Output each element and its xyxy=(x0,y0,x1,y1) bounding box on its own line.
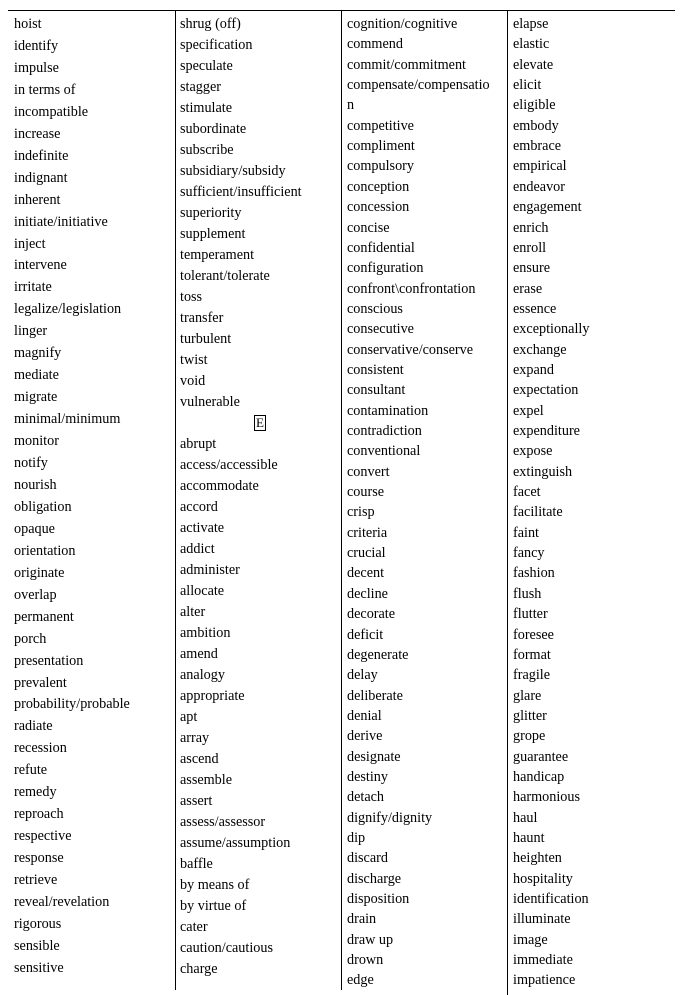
word-entry: impulse xyxy=(14,59,59,76)
word-entry: alter xyxy=(180,604,206,620)
word-entry: deficit xyxy=(347,626,384,643)
word-entry: consistent xyxy=(347,361,404,378)
word-entry: image xyxy=(513,931,548,948)
word-entry: sensitive xyxy=(14,959,64,976)
word-entry: concession xyxy=(347,199,410,216)
word-entry: remedy xyxy=(14,784,57,801)
word-entry: draw up xyxy=(347,931,394,948)
word-entry: conservative/conserve xyxy=(347,341,474,358)
word-entry: initiate/initiative xyxy=(14,213,108,230)
word-entry: exchange xyxy=(513,341,567,358)
word-entry: charge xyxy=(180,961,218,977)
word-entry: migrate xyxy=(14,389,58,406)
word-entry: drain xyxy=(347,911,377,928)
word-entry: assess/assessor xyxy=(180,814,266,830)
word-entry: discard xyxy=(347,850,388,867)
word-entry: magnify xyxy=(14,345,62,362)
word-entry: consultant xyxy=(347,382,406,399)
word-entry: impatience xyxy=(513,972,576,989)
word-entry: elevate xyxy=(513,56,554,73)
word-entry: superiority xyxy=(180,205,242,221)
word-entry: nourish xyxy=(14,476,57,493)
word-entry: glitter xyxy=(513,707,547,724)
word-entry: turbulent xyxy=(180,331,232,347)
word-entry: assemble xyxy=(180,772,233,788)
word-entry: commend xyxy=(347,36,403,53)
word-entry: conventional xyxy=(347,443,421,460)
word-entry: decline xyxy=(347,585,388,602)
word-entry: flutter xyxy=(513,606,548,623)
word-entry: access/accessible xyxy=(180,457,278,473)
word-entry: subsidiary/subsidy xyxy=(180,163,286,179)
word-entry: conception xyxy=(347,178,410,195)
word-entry: respective xyxy=(14,828,72,845)
word-entry: temperament xyxy=(180,247,255,263)
word-entry: toss xyxy=(180,289,203,305)
word-entry: allocate xyxy=(180,583,225,599)
word-entry: flush xyxy=(513,585,542,602)
word-entry: erase xyxy=(513,280,543,297)
word-entry: eligible xyxy=(513,97,556,114)
word-entry: conscious xyxy=(347,300,403,317)
word-entry: inherent xyxy=(14,191,61,208)
word-entry: fragile xyxy=(513,667,551,684)
word-entry: destiny xyxy=(347,768,388,785)
word-entry: probability/probable xyxy=(14,696,130,713)
word-entry: appropriate xyxy=(180,688,245,704)
word-entry: presentation xyxy=(14,652,84,669)
word-entry: concise xyxy=(347,219,390,236)
word-entry: indefinite xyxy=(14,147,69,164)
word-entry: consecutive xyxy=(347,321,414,338)
word-entry: expand xyxy=(513,361,554,378)
word-entry: engagement xyxy=(513,199,582,216)
word-entry: expenditure xyxy=(513,423,580,439)
word-entry: hospitality xyxy=(513,870,573,887)
word-entry: baffle xyxy=(180,856,213,872)
word-entry: speculate xyxy=(180,58,233,74)
word-entry: array xyxy=(180,730,210,746)
word-entry: assume/assumption xyxy=(180,835,291,851)
word-entry: activate xyxy=(180,520,225,536)
word-entry: reveal/revelation xyxy=(14,894,110,910)
word-entry: endeavor xyxy=(513,178,565,195)
word-entry: criteria xyxy=(347,524,388,541)
word-entry: transfer xyxy=(180,310,224,326)
word-entry: delay xyxy=(347,667,378,684)
word-entry: assert xyxy=(180,793,213,809)
word-entry: irritate xyxy=(14,279,52,296)
word-entry: opaque xyxy=(14,520,55,537)
word-entry: originate xyxy=(14,564,65,581)
word-entry: mediate xyxy=(14,367,59,384)
word-entry: enroll xyxy=(513,239,547,256)
word-entry: radiate xyxy=(14,718,53,735)
word-entry: twist xyxy=(180,352,208,368)
word-entry: elicit xyxy=(513,77,542,94)
word-entry: ensure xyxy=(513,260,551,277)
word-entry: crisp xyxy=(347,504,375,521)
word-entry: obligation xyxy=(14,498,72,515)
word-entry: embrace xyxy=(513,138,562,155)
word-entry: n xyxy=(347,97,355,114)
word-entry: hoist xyxy=(14,16,42,32)
word-entry: course xyxy=(347,484,385,501)
word-entry: decent xyxy=(347,565,385,582)
word-entry: porch xyxy=(14,630,47,647)
word-entry: derive xyxy=(347,728,383,745)
word-entry: fancy xyxy=(513,545,545,562)
word-entry: administer xyxy=(180,562,240,578)
word-entry: amend xyxy=(180,646,218,662)
word-entry: intervene xyxy=(14,257,67,274)
word-entry: haul xyxy=(513,809,538,826)
word-entry: essence xyxy=(513,300,557,317)
word-entry: compulsory xyxy=(347,158,414,175)
word-entry: fashion xyxy=(513,565,555,582)
word-entry: subordinate xyxy=(180,121,247,137)
word-entry: addict xyxy=(180,541,215,557)
word-entry: guarantee xyxy=(513,748,569,765)
word-entry: exceptionally xyxy=(513,321,590,338)
section-letter: E xyxy=(256,415,264,430)
word-entry: void xyxy=(180,373,206,389)
word-entry: caution/cautious xyxy=(180,940,273,956)
word-entry: illuminate xyxy=(513,911,571,928)
word-entry: linger xyxy=(14,323,48,340)
word-entry: grope xyxy=(513,728,546,745)
word-entry: extinguish xyxy=(513,463,573,480)
word-entry: legalize/legislation xyxy=(14,301,122,318)
word-entry: embody xyxy=(513,117,559,134)
column-divider-1 xyxy=(175,11,176,990)
word-entry: denial xyxy=(347,707,382,724)
word-entry: compensate/compensatio xyxy=(347,77,490,94)
word-entry: edge xyxy=(347,972,374,989)
word-entry: foresee xyxy=(513,626,554,643)
word-entry: harmonious xyxy=(513,789,580,806)
word-entry: crucial xyxy=(347,545,386,562)
word-entry: expose xyxy=(513,443,553,460)
word-entry: stimulate xyxy=(180,100,233,116)
word-entry: inject xyxy=(14,235,46,252)
word-entry: response xyxy=(14,850,64,867)
word-entry: accord xyxy=(180,499,218,515)
word-entry: facet xyxy=(513,484,541,501)
word-entry: ascend xyxy=(180,751,219,767)
word-entry: overlap xyxy=(14,586,57,603)
word-entry: detach xyxy=(347,789,385,806)
word-entry: expectation xyxy=(513,382,579,399)
word-entry: monitor xyxy=(14,433,59,450)
word-entry: in terms of xyxy=(14,81,76,98)
word-entry: degenerate xyxy=(347,646,409,663)
word-entry: configuration xyxy=(347,260,424,277)
word-entry: immediate xyxy=(513,952,573,969)
word-entry: format xyxy=(513,646,551,663)
word-entry: permanent xyxy=(14,608,74,625)
word-entry: heighten xyxy=(513,850,562,867)
word-entry: refute xyxy=(14,762,48,779)
word-entry: designate xyxy=(347,748,401,765)
word-entry: compliment xyxy=(347,138,415,155)
word-entry: empirical xyxy=(513,158,567,175)
word-entry: dip xyxy=(347,830,366,846)
word-entry: deliberate xyxy=(347,687,403,704)
word-entry: ambition xyxy=(180,625,231,641)
word-entry: abrupt xyxy=(180,436,217,452)
word-entry: increase xyxy=(14,125,61,142)
word-entry: haunt xyxy=(513,830,545,846)
word-entry: elastic xyxy=(513,36,550,53)
word-entry: vulnerable xyxy=(180,394,240,410)
word-entry: recession xyxy=(14,740,67,757)
word-entry: reproach xyxy=(14,806,64,823)
word-entry: stagger xyxy=(180,79,221,95)
word-entry: convert xyxy=(347,463,390,480)
word-entry: decorate xyxy=(347,606,396,623)
column-divider-2 xyxy=(341,11,342,990)
word-entry: confidential xyxy=(347,239,415,256)
word-entry: indignant xyxy=(14,169,68,186)
word-entry: disposition xyxy=(347,891,410,908)
word-entry: dignify/dignity xyxy=(347,809,433,826)
word-entry: shrug (off) xyxy=(180,16,241,32)
word-entry: retrieve xyxy=(14,872,58,889)
word-entry: faint xyxy=(513,524,539,541)
word-entry: sufficient/insufficient xyxy=(180,184,302,200)
word-entry: competitive xyxy=(347,117,414,134)
word-entry: rigorous xyxy=(14,915,62,932)
word-entry: accommodate xyxy=(180,478,259,494)
word-entry: facilitate xyxy=(513,504,563,521)
word-entry: contradiction xyxy=(347,423,422,439)
word-entry: apt xyxy=(180,709,198,725)
word-entry: sensible xyxy=(14,937,60,954)
word-entry: by virtue of xyxy=(180,898,247,914)
word-entry: specification xyxy=(180,37,253,53)
word-entry: cognition/cognitive xyxy=(347,16,458,32)
word-entry: by means of xyxy=(180,877,250,893)
word-entry: orientation xyxy=(14,542,76,559)
word-entry: incompatible xyxy=(14,103,89,120)
word-entry: elapse xyxy=(513,16,549,32)
word-entry: identify xyxy=(14,37,59,54)
word-entry: confront\confrontation xyxy=(347,280,476,297)
word-entry: contamination xyxy=(347,402,429,419)
column-divider-3 xyxy=(507,11,508,995)
word-entry: handicap xyxy=(513,768,565,785)
word-entry: analogy xyxy=(180,667,225,683)
word-entry: discharge xyxy=(347,870,402,887)
word-entry: minimal/minimum xyxy=(14,411,121,428)
word-entry: drown xyxy=(347,952,384,969)
word-entry: glare xyxy=(513,687,542,704)
word-entry: identification xyxy=(513,891,589,908)
word-entry: commit/commitment xyxy=(347,56,467,73)
word-entry: prevalent xyxy=(14,674,67,691)
word-entry: subscribe xyxy=(180,142,234,158)
word-entry: supplement xyxy=(180,226,246,242)
word-entry: tolerant/tolerate xyxy=(180,268,270,284)
word-entry: expel xyxy=(513,402,544,419)
word-entry: notify xyxy=(14,455,48,471)
word-entry: cater xyxy=(180,919,208,935)
word-entry: enrich xyxy=(513,219,549,236)
